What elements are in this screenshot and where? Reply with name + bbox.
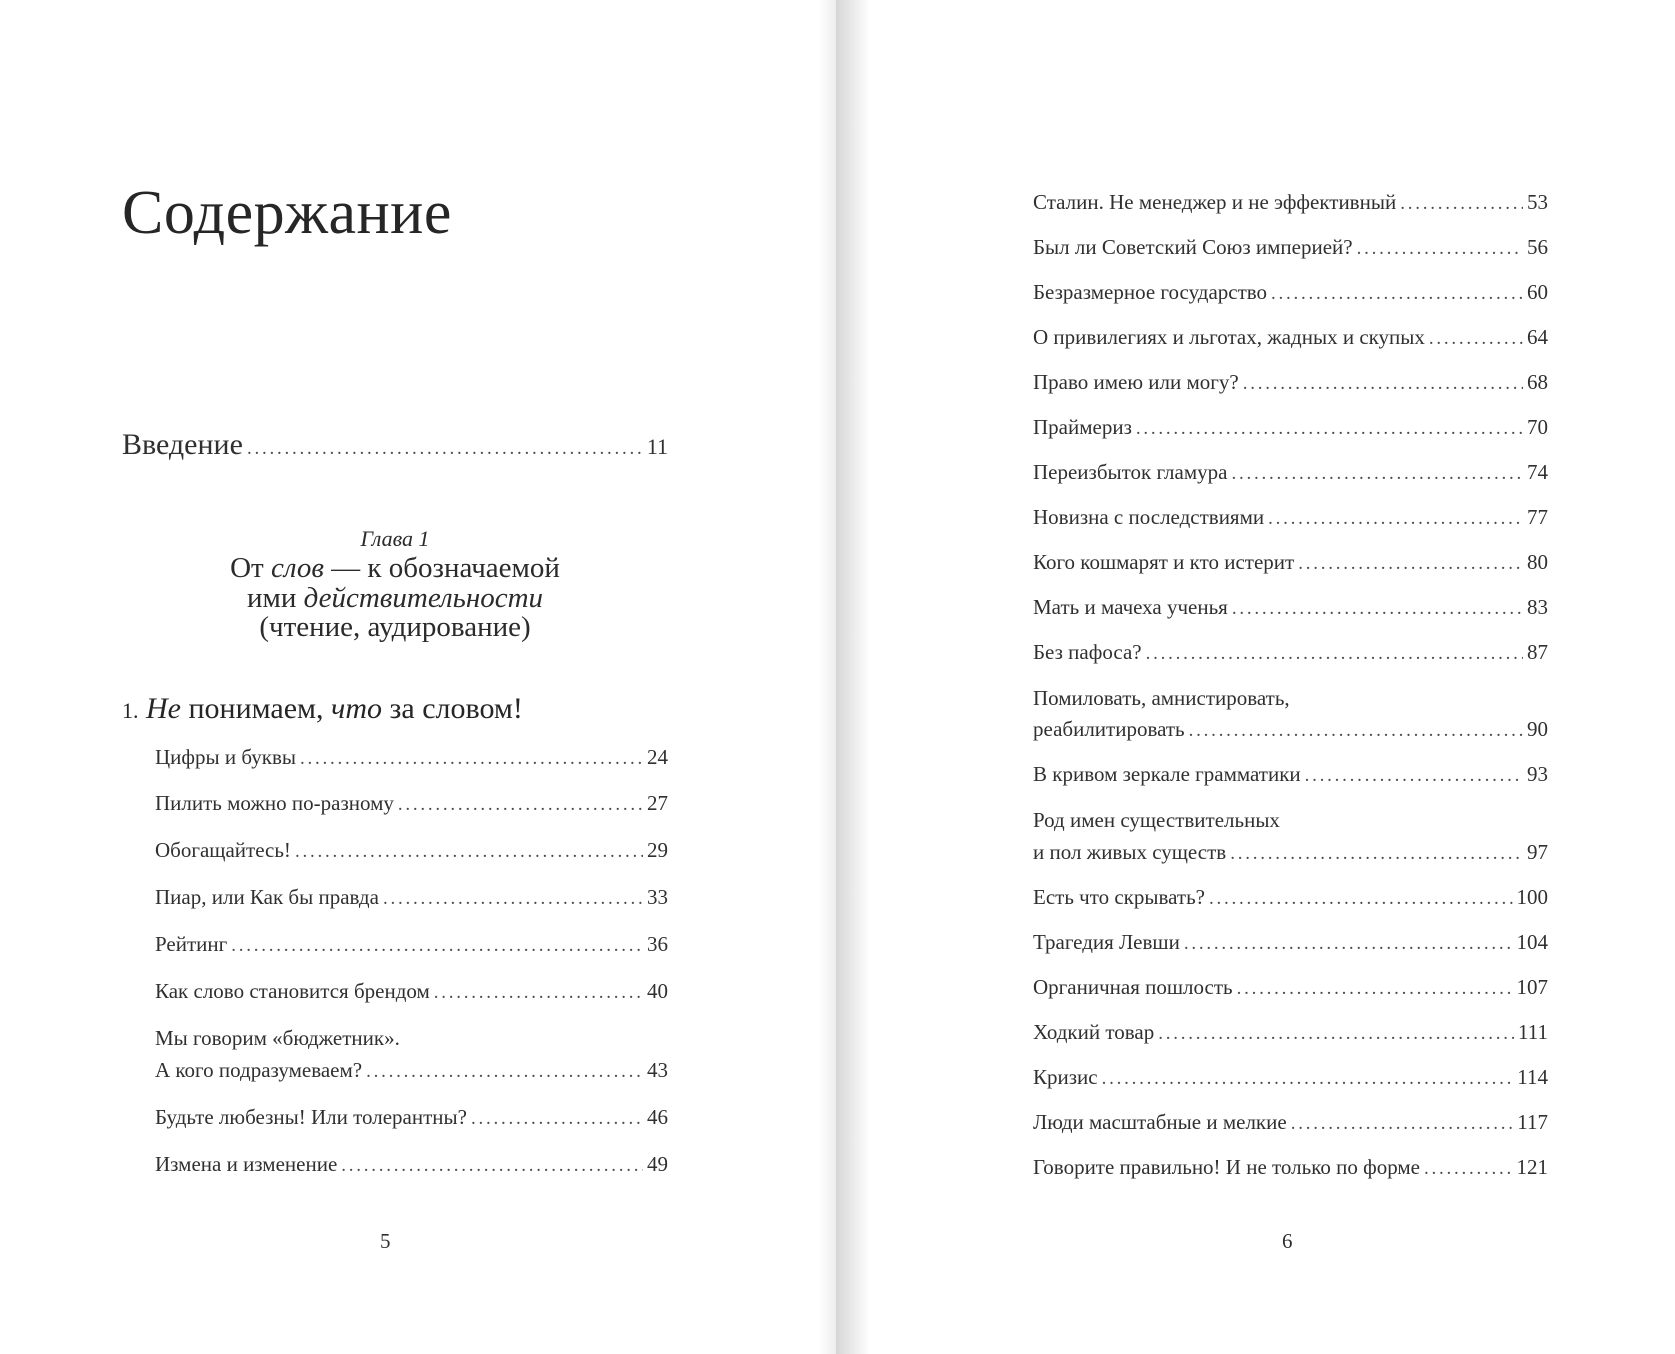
toc-entry-page: 29: [647, 838, 668, 862]
toc-entry-label: О привилегиях и льготах, жадных и скупых: [1033, 325, 1425, 349]
dot-leader: [1136, 418, 1523, 440]
left-page: [0, 0, 836, 1354]
chapter-title-line-3: (чтение, аудирование): [259, 611, 531, 643]
toc-entry-label: В кривом зеркале грамматики: [1033, 762, 1301, 786]
toc-entry[interactable]: [155, 932, 668, 957]
toc-entry-first-line[interactable]: Помиловать, амнистировать,: [1033, 686, 1290, 710]
toc-entry[interactable]: [1033, 762, 1548, 787]
toc-entry[interactable]: [1033, 1020, 1548, 1045]
dot-leader: [231, 935, 643, 957]
toc-entry-page: 70: [1527, 415, 1548, 439]
toc-entry[interactable]: [1033, 930, 1548, 955]
toc-entry-page: 77: [1527, 505, 1548, 529]
toc-title: Содержание: [122, 179, 452, 247]
toc-entry-label: Введение: [122, 428, 243, 461]
toc-entry-page: 68: [1527, 370, 1548, 394]
toc-entry-label: и пол живых существ: [1033, 840, 1227, 864]
dot-leader: [1305, 765, 1523, 787]
toc-entry[interactable]: [1033, 415, 1548, 440]
toc-entry[interactable]: [1033, 640, 1548, 665]
toc-entry-page: 60: [1527, 280, 1548, 304]
toc-entry[interactable]: [1033, 1155, 1548, 1180]
toc-entry[interactable]: [1033, 1065, 1548, 1090]
dot-leader: [1291, 1113, 1514, 1135]
dot-leader: [1237, 978, 1513, 1000]
dot-leader: [398, 794, 643, 816]
toc-entry-page: 53: [1527, 190, 1548, 214]
toc-entry-page: 46: [647, 1105, 668, 1129]
toc-entry-page: 83: [1527, 595, 1548, 619]
toc-entry[interactable]: [1033, 280, 1548, 305]
toc-entry-page: 24: [647, 745, 668, 769]
dot-leader: [1189, 720, 1523, 742]
toc-entry-page: 97: [1527, 840, 1548, 864]
dot-leader: [1271, 283, 1523, 305]
toc-entry[interactable]: [155, 979, 668, 1004]
toc-entry-page: 43: [647, 1058, 668, 1082]
left-gutter-shadow: [818, 0, 836, 1354]
dot-leader: [471, 1108, 643, 1130]
toc-entry-page: 56: [1527, 235, 1548, 259]
toc-entry-page: 107: [1516, 975, 1548, 999]
toc-entry-label: Кого кошмарят и кто истерит: [1033, 550, 1295, 574]
dot-leader: [247, 438, 643, 460]
toc-entry[interactable]: [1033, 840, 1548, 865]
dot-leader: [1158, 1023, 1514, 1045]
toc-entry-page: 36: [647, 932, 668, 956]
right-gutter-shadow: [836, 0, 870, 1354]
toc-entry-page: 93: [1527, 762, 1548, 786]
toc-entry[interactable]: [155, 1105, 668, 1130]
toc-entry[interactable]: [1033, 595, 1548, 620]
toc-entry-page: 11: [646, 434, 668, 459]
toc-entry-page: 27: [647, 791, 668, 815]
dot-leader: [366, 1061, 643, 1083]
toc-entry[interactable]: [1033, 505, 1548, 530]
section-heading[interactable]: 1. Не понимаем, что за словом!: [122, 692, 523, 725]
toc-entry-label: Мать и мачеха ученья: [1033, 595, 1228, 619]
toc-entry[interactable]: [1033, 885, 1548, 910]
toc-entry-page: 90: [1527, 717, 1548, 741]
toc-entry-page: 64: [1527, 325, 1548, 349]
toc-entry-first-line[interactable]: Мы говорим «бюджетник».: [155, 1026, 400, 1050]
toc-entry[interactable]: [155, 1152, 668, 1177]
chapter-title-line-1: От слов — к обозначаемой: [230, 552, 560, 584]
toc-entry[interactable]: [1033, 370, 1548, 395]
page-number: 6: [1282, 1229, 1293, 1253]
toc-entry-label: Трагедия Левши: [1033, 930, 1180, 954]
toc-entry-intro[interactable]: [122, 428, 668, 462]
toc-entry-label: Как слово становится брендом: [155, 979, 430, 1003]
dot-leader: [1400, 193, 1523, 215]
toc-entry-page: 117: [1517, 1110, 1548, 1134]
toc-entry[interactable]: [155, 1058, 668, 1083]
toc-entry-page: 104: [1516, 930, 1548, 954]
toc-entry-label: Без пафоса?: [1033, 640, 1142, 664]
toc-entry-label: Ходкий товар: [1033, 1020, 1155, 1044]
toc-entry-label: Измена и изменение: [155, 1152, 338, 1176]
dot-leader: [1357, 238, 1523, 260]
dot-leader: [1184, 933, 1513, 955]
toc-entry-label: Будьте любезны! Или толерантны?: [155, 1105, 467, 1129]
toc-entry-label: Обогащайтесь!: [155, 838, 291, 862]
dot-leader: [1102, 1068, 1514, 1090]
toc-entry[interactable]: [1033, 717, 1548, 742]
toc-entry-label: Есть что скрывать?: [1033, 885, 1205, 909]
dot-leader: [1230, 843, 1523, 865]
dot-leader: [341, 1155, 643, 1177]
toc-entry-label: Люди масштабные и мелкие: [1033, 1110, 1287, 1134]
chapter-label: Глава 1: [360, 526, 430, 551]
toc-entry[interactable]: [155, 838, 668, 863]
toc-entry-label: Сталин. Не менеджер и не эффективный: [1033, 190, 1397, 214]
toc-entry-label: Пилить можно по-разному: [155, 791, 394, 815]
toc-entry-label: Праймериз: [1033, 415, 1132, 439]
dot-leader: [1424, 1158, 1513, 1180]
toc-entry[interactable]: [1033, 550, 1548, 575]
toc-entry-label: Кризис: [1033, 1065, 1098, 1089]
toc-entry-label: Право имею или могу?: [1033, 370, 1239, 394]
dot-leader: [1429, 328, 1523, 350]
toc-entry-page: 121: [1516, 1155, 1548, 1179]
dot-leader: [295, 841, 643, 863]
toc-entry-page: 40: [647, 979, 668, 1003]
toc-entry-label: Безразмерное государство: [1033, 280, 1268, 304]
toc-entry-label: Переизбыток гламура: [1033, 460, 1228, 484]
toc-entry-page: 74: [1527, 460, 1548, 484]
toc-entry-label: Органичная пошлость: [1033, 975, 1233, 999]
dot-leader: [1231, 463, 1523, 485]
toc-entry-page: 33: [647, 885, 668, 909]
toc-entry[interactable]: [1033, 235, 1548, 260]
page-number: 5: [380, 1229, 391, 1253]
toc-entry-page: 87: [1527, 640, 1548, 664]
toc-entry-label: Новизна с последствиями: [1033, 505, 1265, 529]
toc-entry[interactable]: [1033, 460, 1548, 485]
dot-leader: [1243, 373, 1523, 395]
dot-leader: [1268, 508, 1523, 530]
toc-entry[interactable]: [155, 745, 668, 770]
dot-leader: [1146, 643, 1523, 665]
toc-entry[interactable]: [1033, 190, 1548, 215]
chapter-title-line-2: ими действительности: [246, 582, 544, 614]
dot-leader: [300, 748, 643, 770]
toc-entry-label: Рейтинг: [155, 932, 228, 956]
toc-entry-label: Пиар, или Как бы правда: [155, 885, 379, 909]
toc-entry[interactable]: [1033, 1110, 1548, 1135]
toc-entry-label: реабилитировать: [1033, 717, 1185, 741]
toc-entry-page: 49: [647, 1152, 668, 1176]
dot-leader: [383, 888, 643, 910]
dot-leader: [1232, 598, 1523, 620]
toc-entry-label: Цифры и буквы: [155, 745, 296, 769]
toc-entry[interactable]: [155, 885, 668, 910]
dot-leader: [434, 982, 643, 1004]
toc-entry-first-line[interactable]: Род имен существительных: [1033, 808, 1280, 832]
toc-entry[interactable]: [1033, 325, 1548, 350]
dot-leader: [1298, 553, 1523, 575]
toc-entry-page: 80: [1527, 550, 1548, 574]
dot-leader: [1209, 888, 1513, 910]
toc-entry-label: Был ли Советский Союз империей?: [1033, 235, 1353, 259]
toc-entry-label: Говорите правильно! И не только по форме: [1033, 1155, 1420, 1179]
toc-entry-page: 111: [1518, 1020, 1548, 1044]
toc-entry[interactable]: [155, 791, 668, 816]
toc-entry-page: 100: [1516, 885, 1548, 909]
toc-entry-label: А кого подразумеваем?: [155, 1058, 363, 1082]
toc-entry-page: 114: [1517, 1065, 1548, 1089]
toc-entry[interactable]: [1033, 975, 1548, 1000]
